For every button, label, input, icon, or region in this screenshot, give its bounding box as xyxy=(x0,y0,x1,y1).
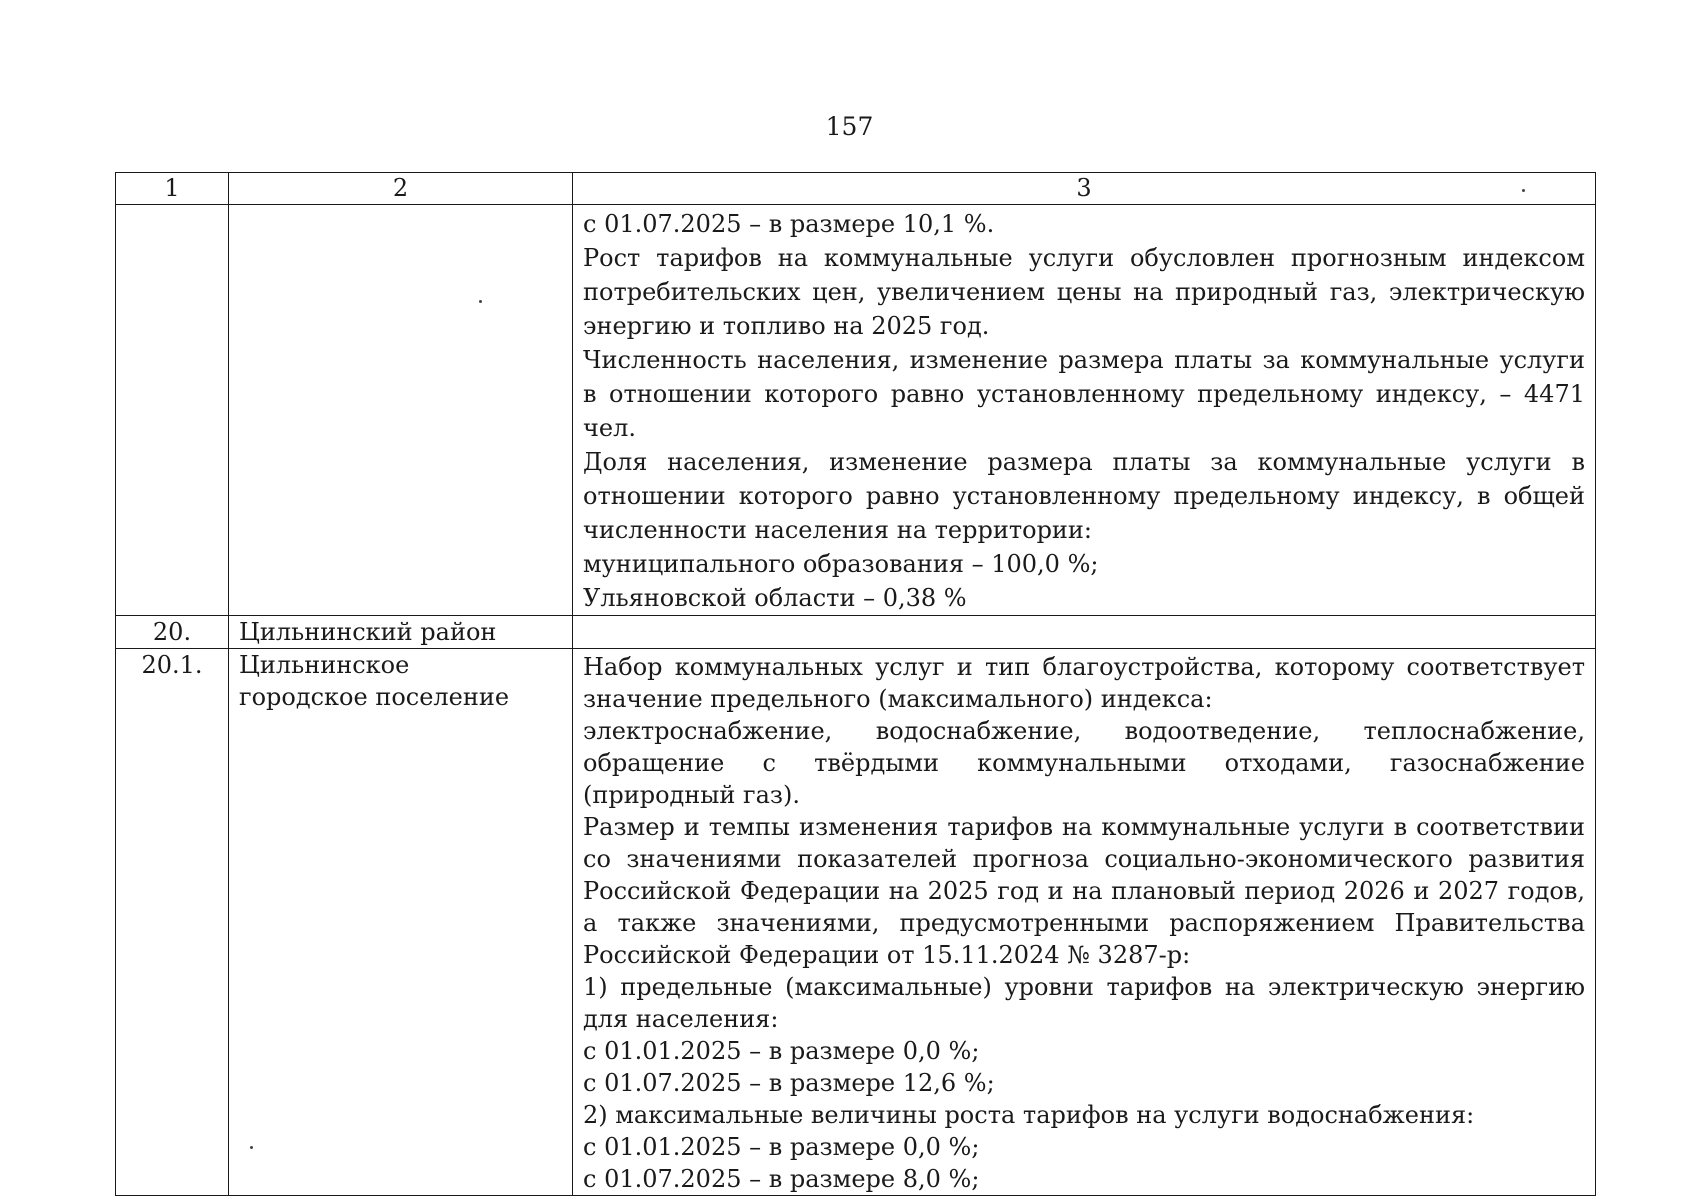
paragraph: Набор коммунальных услуг и тип благоустройства, которому соответствует значение предельного (максимального) индекса: xyxy=(583,653,1585,713)
column-header: 3 xyxy=(573,173,1596,205)
paragraph: муниципального образования – 100,0 %; xyxy=(583,550,1099,578)
page-number: 157 xyxy=(825,112,874,141)
row-name-cell xyxy=(229,205,573,616)
column-header: 1 xyxy=(116,173,229,205)
row-text-cell xyxy=(573,616,1596,649)
scan-speck xyxy=(479,300,482,303)
paragraph: Ульяновской области – 0,38 % xyxy=(583,584,967,612)
table-row xyxy=(116,616,1596,649)
table-row xyxy=(116,649,1596,1196)
paragraph: электроснабжение, водоснабжение, водоотведение, теплоснабжение, обращение с твёрдыми коммунальными отходами, газоснабжение (природный газ). xyxy=(583,717,1585,809)
paragraph: 2) максимальные величины роста тарифов на услуги водоснабжения: xyxy=(583,1101,1475,1129)
paragraph: с 01.01.2025 – в размере 0,0 %; xyxy=(583,1133,980,1161)
paragraph: 1) предельные (максимальные) уровни тарифов на электрическую энергию для населения: xyxy=(583,973,1585,1033)
tariff-table xyxy=(115,172,1596,1196)
paragraph: Доля населения, изменение размера платы за коммунальные услуги в отношении которого равно установленному предельному индексу, в общей численности населения на территории: xyxy=(583,448,1585,544)
paragraph: Численность населения, изменение размера платы за коммунальные услуги в отношении которого равно установленному предельному индексу, – 4471 чел. xyxy=(583,346,1585,442)
name-line: городское поселение xyxy=(239,683,510,711)
paragraph: с 01.01.2025 – в размере 0,0 %; xyxy=(583,1037,980,1065)
column-header: 2 xyxy=(229,173,573,205)
scan-speck xyxy=(1522,189,1525,192)
paragraph: Рост тарифов на коммунальные услуги обусловлен прогнозным индексом потребительских цен, увеличением цены на природный газ, электрическую энергию и топливо на 2025 год. xyxy=(583,244,1585,340)
table-row xyxy=(116,205,1596,616)
row-text-cell xyxy=(573,205,1596,616)
name-line: Цильнинское xyxy=(239,651,410,679)
row-number-cell: 20.1. xyxy=(116,649,229,1196)
table-header-row xyxy=(116,173,1596,205)
paragraph: с 01.07.2025 – в размере 8,0 %; xyxy=(583,1165,980,1193)
row-number-cell: 20. xyxy=(116,616,229,649)
paragraph: с 01.07.2025 – в размере 10,1 %. xyxy=(583,210,995,238)
paragraph: с 01.07.2025 – в размере 12,6 %; xyxy=(583,1069,995,1097)
paragraph: Размер и темпы изменения тарифов на коммунальные услуги в соответствии со значениями показателей прогноза социально-экономического развития Российской Федерации на 2025 год и на плановый период 2026 и 2027 годов, а также значениями, предусмотренными распоряжением Правительства Российской Федерации от 15.11.2024 № 3287-р: xyxy=(583,813,1585,969)
scan-speck xyxy=(250,1146,253,1149)
row-number-cell xyxy=(116,205,229,616)
row-name-cell xyxy=(229,649,573,1196)
row-name-cell: Цильнинский район xyxy=(229,616,573,649)
row-text-cell xyxy=(573,649,1596,1196)
